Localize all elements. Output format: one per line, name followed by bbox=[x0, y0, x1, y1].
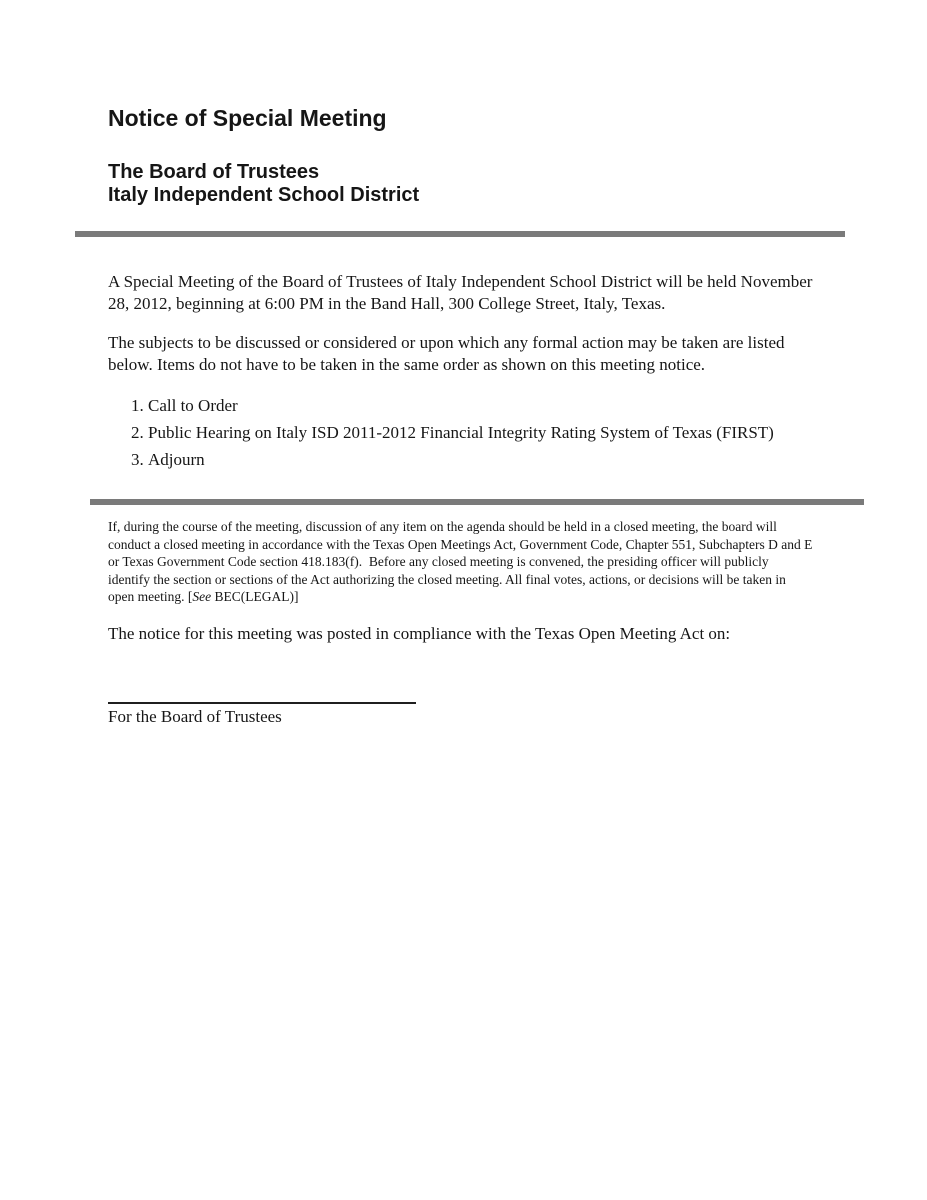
subtitle-district-line: Italy Independent School District bbox=[108, 184, 420, 206]
subjects-paragraph: The subjects to be discussed or considered or upon which any formal action may be taken are listed below. Items do not have to be taken in the same order as shown on this meeting notice. bbox=[108, 333, 785, 374]
signature-line bbox=[108, 702, 416, 704]
subtitle-board-line: The Board of Trustees bbox=[108, 161, 320, 183]
document-title: Notice of Special Meeting bbox=[108, 105, 387, 131]
divider-bottom-rule bbox=[90, 499, 864, 505]
closed-meeting-notice-citation: BEC(LEGAL)] bbox=[211, 589, 299, 604]
meeting-details-paragraph: A Special Meeting of the Board of Trustees of Italy Independent School District will be held November 28, 2012, beginning at 6:00 PM in the Band Hall, 300 College Street, Italy, Texas. bbox=[108, 272, 813, 313]
agenda-item-public-hearing: 2. Public Hearing on Italy ISD 2011-2012 Financial Integrity Rating System of Texas (FIRST) bbox=[148, 421, 778, 444]
closed-meeting-notice-paragraph bbox=[108, 518, 816, 606]
divider-top-rule bbox=[75, 231, 845, 237]
agenda-item-call-to-order: 1. Call to Order bbox=[148, 394, 778, 417]
signature-caption: For the Board of Trustees bbox=[108, 706, 282, 726]
agenda-list bbox=[108, 394, 845, 471]
closed-meeting-notice-text: If, during the course of the meeting, discussion of any item on the agenda should be held in a closed meeting, the board will conduct a closed meeting in accordance with the Texas Open Meetings Act, Government Code, Chapter 551, Subchapters D and E or Texas Government Code section 418.183(f). Before any closed meeting is convened, the presiding officer will publicly identify the section or sections of the Act authorizing the closed meeting. All final votes, actions, or decisions will be taken in open meeting. [ bbox=[108, 519, 816, 604]
agenda-item-adjourn: 3. Adjourn bbox=[148, 448, 778, 471]
document-subtitle bbox=[108, 161, 845, 207]
posting-compliance-statement: The notice for this meeting was posted in compliance with the Texas Open Meeting Act on: bbox=[108, 623, 731, 643]
see-reference-italic: See bbox=[192, 589, 212, 604]
